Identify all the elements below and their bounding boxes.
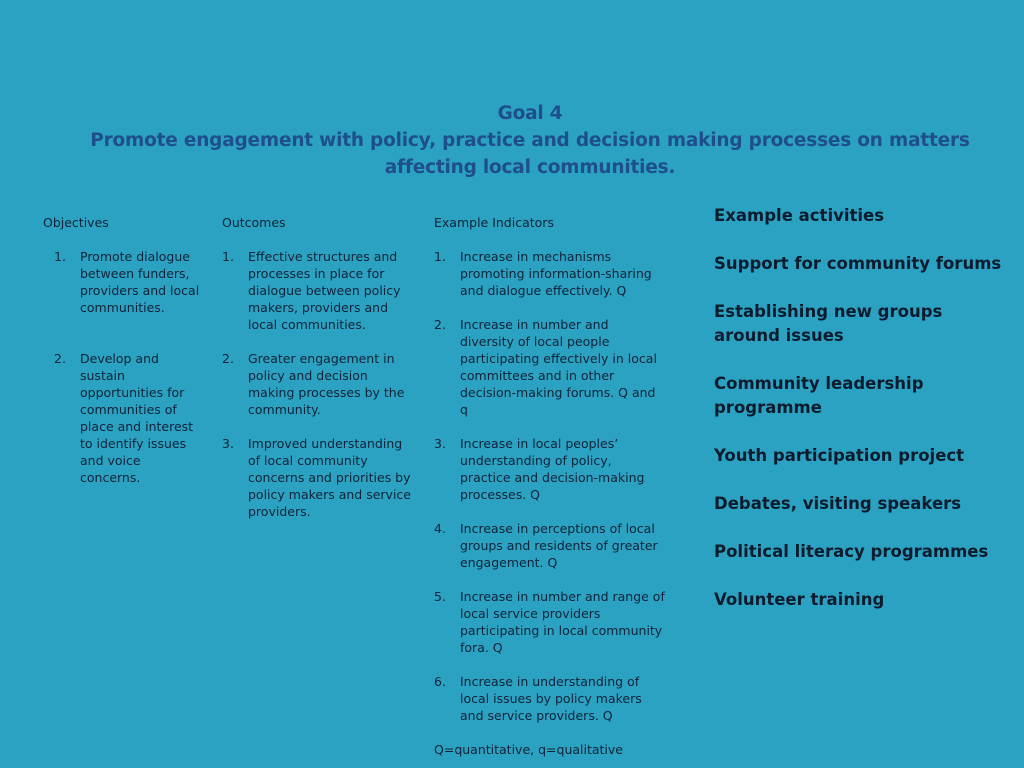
item-text: Effective structures and processes in place for dialogue between policy makers, providers and local communities. bbox=[248, 249, 401, 332]
objectives-column bbox=[43, 214, 201, 503]
item-number: 1. bbox=[54, 249, 66, 264]
indicators-list bbox=[434, 248, 666, 724]
list-item bbox=[434, 316, 666, 418]
item-number: 5. bbox=[434, 589, 446, 604]
goal-statement-line-1: Promote engagement with policy, practice and decision making processes on matters bbox=[90, 130, 970, 151]
item-text: Increase in number and diversity of local people participating effectively in local committees and in other decision-making forums. Q and q bbox=[460, 317, 657, 417]
activities-list bbox=[714, 252, 1004, 612]
objectives-heading: Objectives bbox=[43, 215, 109, 230]
activities-heading: Example activities bbox=[714, 206, 885, 225]
outcomes-list bbox=[222, 248, 412, 520]
item-number: 1. bbox=[222, 249, 234, 264]
activities-column bbox=[714, 204, 1004, 636]
item-number: 1. bbox=[434, 249, 446, 264]
activity-item: Political literacy programmes bbox=[714, 542, 989, 561]
item-text: Increase in number and range of local service providers participating in local community fora. Q bbox=[460, 589, 665, 655]
item-number: 3. bbox=[434, 436, 446, 451]
activity-item: Community leadership programme bbox=[714, 374, 924, 417]
item-text: Improved understanding of local community concerns and priorities by policy makers and service providers. bbox=[248, 436, 411, 519]
slide-title bbox=[60, 100, 1000, 181]
goal-number: Goal 4 bbox=[497, 103, 563, 124]
item-text: Promote dialogue between funders, providers and local communities. bbox=[80, 249, 200, 315]
outcomes-heading: Outcomes bbox=[222, 215, 286, 230]
objectives-list bbox=[43, 248, 201, 486]
activity-item: Volunteer training bbox=[714, 590, 885, 609]
item-number: 6. bbox=[434, 674, 446, 689]
item-number: 2. bbox=[54, 351, 66, 366]
item-number: 2. bbox=[434, 317, 446, 332]
outcomes-column bbox=[222, 214, 412, 537]
item-number: 2. bbox=[222, 351, 234, 366]
list-item bbox=[222, 350, 412, 418]
activity-item: Youth participation project bbox=[714, 446, 965, 465]
list-item bbox=[222, 248, 412, 333]
list-item bbox=[434, 520, 666, 571]
indicator-key-footnote: Q=quantitative, q=qualitative bbox=[434, 742, 623, 757]
item-text: Increase in local peoples’ understanding of policy, practice and decision-making processes. Q bbox=[460, 436, 645, 502]
list-item bbox=[434, 248, 666, 299]
item-text: Increase in mechanisms promoting information-sharing and dialogue effectively. Q bbox=[460, 249, 652, 298]
indicators-column bbox=[434, 214, 666, 758]
item-text: Increase in understanding of local issues by policy makers and service providers. Q bbox=[460, 674, 642, 723]
item-number: 4. bbox=[434, 521, 446, 536]
item-text: Develop and sustain opportunities for communities of place and interest to identify issues and voice concerns. bbox=[80, 351, 194, 485]
list-item bbox=[434, 588, 666, 656]
list-item bbox=[222, 435, 412, 520]
activity-item: Debates, visiting speakers bbox=[714, 494, 962, 513]
list-item bbox=[434, 435, 666, 503]
list-item bbox=[434, 673, 666, 724]
item-text: Greater engagement in policy and decision making processes by the community. bbox=[248, 351, 405, 417]
item-number: 3. bbox=[222, 436, 234, 451]
activity-item: Establishing new groups around issues bbox=[714, 302, 943, 345]
list-item bbox=[43, 350, 201, 486]
indicators-heading: Example Indicators bbox=[434, 215, 554, 230]
activity-item: Support for community forums bbox=[714, 254, 1002, 273]
list-item bbox=[43, 248, 201, 316]
item-text: Increase in perceptions of local groups and residents of greater engagement. Q bbox=[460, 521, 658, 570]
goal-statement-line-2: affecting local communities. bbox=[384, 157, 676, 178]
